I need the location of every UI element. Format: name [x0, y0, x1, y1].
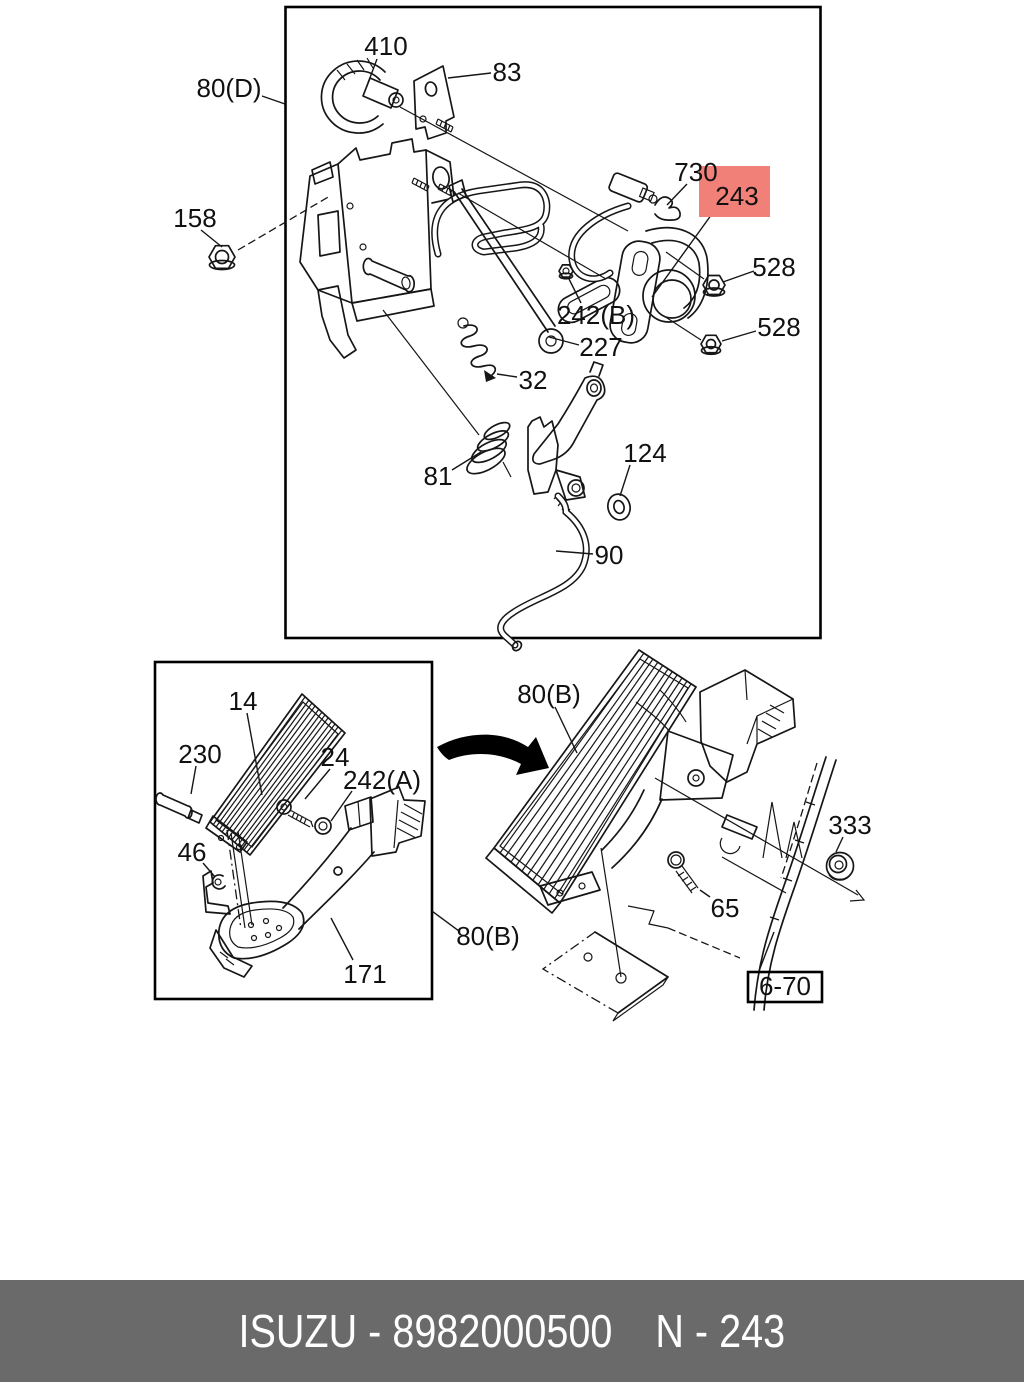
part-label-90[interactable]: 90 — [594, 540, 624, 570]
zoom-arrow-icon — [437, 735, 549, 775]
part-label-230[interactable]: 230 — [178, 739, 222, 769]
part-label-528-lower[interactable]: 528 — [757, 312, 801, 342]
part-label-242b[interactable]: 242(B) — [556, 300, 636, 330]
footer-page-code: N - 243 — [655, 1305, 786, 1357]
part-label-243-highlighted[interactable]: 243 — [715, 181, 759, 211]
nut-242b — [559, 265, 573, 279]
part-label-32[interactable]: 32 — [518, 365, 548, 395]
part-label-80b-top[interactable]: 80(B) — [517, 679, 581, 709]
part-label-158[interactable]: 158 — [173, 203, 217, 233]
part-label-80b-bottom[interactable]: 80(B) — [456, 921, 520, 951]
part-label-83[interactable]: 83 — [492, 57, 522, 87]
part-label-333[interactable]: 333 — [828, 810, 872, 840]
part-label-242a[interactable]: 242(A) — [342, 765, 422, 795]
section-ref-6-70[interactable] — [748, 971, 822, 1002]
catalog-footer-bar — [0, 1280, 1024, 1382]
part-label-124[interactable]: 124 — [623, 438, 667, 468]
nut-528-lower — [701, 335, 721, 354]
nut-158 — [209, 246, 235, 270]
part-label-730[interactable]: 730 — [674, 157, 718, 187]
part-label-227[interactable]: 227 — [579, 332, 623, 362]
part-label-410[interactable]: 410 — [364, 31, 408, 61]
accel-pedal-small-drawing — [156, 694, 425, 977]
part-label-65[interactable]: 65 — [710, 893, 740, 923]
section-ref-label[interactable]: 6-70 — [758, 971, 812, 1001]
part-label-528-upper[interactable]: 528 — [752, 252, 796, 282]
part-label-80d[interactable]: 80(D) — [196, 73, 262, 103]
part-label-14[interactable]: 14 — [228, 686, 258, 716]
accel-pedal-installed-drawing — [437, 650, 864, 1021]
part-label-46[interactable]: 46 — [177, 837, 207, 867]
part-label-171[interactable]: 171 — [343, 959, 387, 989]
footer-part-number: ISUZU - 8982000500 — [238, 1305, 613, 1357]
part-label-24[interactable]: 24 — [320, 742, 350, 772]
part-label-81[interactable]: 81 — [423, 461, 453, 491]
